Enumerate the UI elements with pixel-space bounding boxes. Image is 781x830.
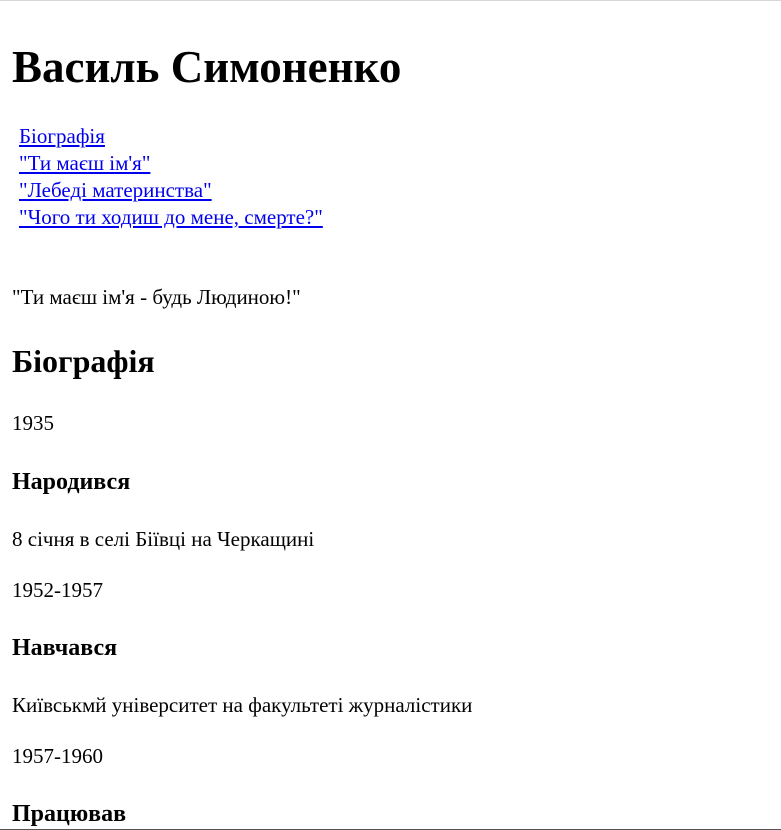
biography-period: 1935	[12, 411, 54, 435]
biography-event-heading: Народився	[12, 469, 131, 495]
biography-event-heading: Навчався	[12, 635, 118, 661]
page-title: Василь Симоненко	[12, 42, 402, 92]
epigraph-quote: "Ти маєш ім'я - будь Людиною!"	[12, 285, 301, 309]
table-of-contents	[19, 123, 323, 231]
nav-link-why-do-you-come-death[interactable]: "Чого ти ходиш до мене, смерте?"	[19, 205, 323, 229]
nav-link-swans-of-motherhood[interactable]: "Лебеді материнства"	[19, 178, 212, 202]
biography-event-heading: Працював	[12, 801, 127, 827]
biography-period: 1952-1957	[12, 578, 103, 602]
biography-event-text: Київськмй університет на факультеті журналістики	[12, 693, 473, 717]
nav-link-biography[interactable]: Біографія	[19, 124, 105, 148]
biography-event-text: 8 січня в селі Біївці на Черкащині	[12, 527, 315, 551]
nav-link-you-have-a-name[interactable]: "Ти маєш ім'я"	[19, 151, 151, 175]
biography-heading: Біографія	[12, 343, 155, 379]
biography-period: 1957-1960	[12, 744, 103, 768]
